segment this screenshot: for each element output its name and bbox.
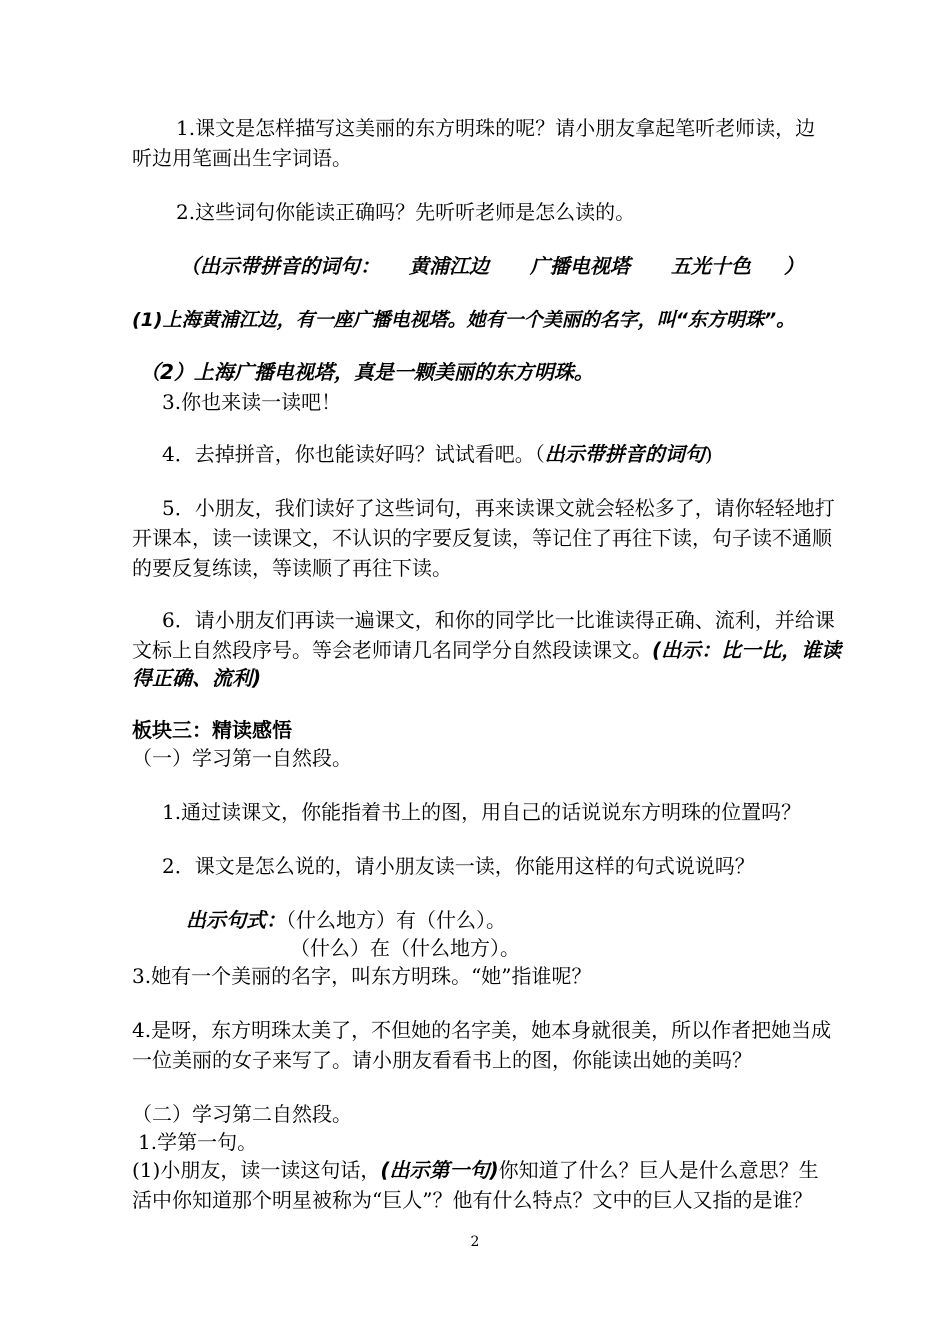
- sentence-pattern-1: [186, 906, 506, 934]
- subsection-2-question-emphasis: (出示第一句): [380, 1158, 499, 1182]
- subsection-2-title: （二）学习第二自然段。: [132, 1102, 352, 1126]
- paragraph-4: [162, 440, 713, 468]
- paragraph-6-line-3: 得正确、流利): [132, 666, 262, 690]
- paragraph-5-line-3: 的要反复练读，等读顺了再往下读。: [132, 556, 452, 580]
- subsection-2-item-1: 1.学第一句。: [138, 1130, 258, 1154]
- example-sentence-2: （2）上海广播电视塔，真是一颗美丽的东方明珠。: [140, 360, 594, 384]
- paragraph-4-close: ): [704, 442, 713, 466]
- paragraph-5-line-2: 开课本，读一读课文，不认识的字要反复读，等记住了再往下读，句子读不通顺: [132, 526, 832, 550]
- page-number: 2: [470, 1234, 480, 1250]
- question-4-line-1: 4.是呀，东方明珠太美了，不但她的名字美，她本身就很美，所以作者把她当成: [132, 1018, 832, 1042]
- paragraph-1-line-2: 听边用笔画出生字词语。: [132, 146, 352, 170]
- paragraph-4-text: 4．去掉拼音，你也能读好吗？试试看吧。（: [162, 442, 545, 466]
- paragraph-1-line-1: 1.课文是怎样描写这美丽的东方明珠的呢？请小朋友拿起笔听老师读，边: [176, 116, 816, 140]
- subsection-1-title: （一）学习第一自然段。: [132, 746, 352, 770]
- question-3: 3.她有一个美丽的名字，叫东方明珠。“她”指谁呢？: [132, 964, 592, 988]
- paragraph-6-line-1: 6．请小朋友们再读一遍课文，和你的同学比一比谁读得正确、流利，并给课: [162, 608, 835, 632]
- question-4-line-2: 一位美丽的女子来写了。请小朋友看看书上的图，你能读出她的美吗？: [132, 1048, 752, 1072]
- phrase-wuguangshise: 五光十色: [670, 254, 751, 278]
- question-1: 1.通过读课文，你能指着书上的图，用自己的话说说东方明珠的位置吗？: [162, 800, 802, 824]
- question-2: 2．课文是怎么说的，请小朋友读一读，你能用这样的句式说说吗？: [162, 854, 755, 878]
- subsection-2-question-line-2: 活中你知道那个明星被称为“巨人”？他有什么特点？文中的巨人又指的是谁？: [132, 1188, 813, 1212]
- paragraph-4-emphasis: 出示带拼音的词句: [544, 442, 705, 466]
- subsection-2-question-line-1: [132, 1156, 819, 1184]
- section-heading: 板块三：精读感悟: [132, 718, 292, 742]
- paragraph-6-text: 文标上自然段序号。等会老师请几名同学分自然段读课文。: [132, 638, 652, 662]
- sentence-pattern-label: 出示句式：: [186, 908, 286, 932]
- paragraph-3: 3.你也来读一读吧！: [162, 390, 342, 414]
- sentence-pattern-2: （什么）在（什么地方）。: [290, 936, 520, 960]
- sentence-pattern-1-text: （什么地方）有（什么）。: [286, 908, 506, 932]
- phrase-tv-tower: 广播电视塔: [529, 254, 630, 278]
- phrase-huangpujiang: 黄浦江边: [408, 254, 489, 278]
- paragraph-6-line-2: [132, 636, 841, 664]
- subsection-2-question-rest: 你知道了什么？巨人是什么意思？生: [498, 1158, 819, 1182]
- phrases-open: （出示带拼音的词句：: [180, 254, 380, 278]
- paragraph-6-emphasis: (出示：比一比，谁读: [652, 638, 842, 662]
- paragraph-5-line-1: 5．小朋友，我们读好了这些词句，再来读课文就会轻松多了，请你轻轻地打: [162, 496, 835, 520]
- pinyin-phrases-line: [180, 252, 804, 280]
- paragraph-2: 2.这些词句你能读正确吗？先听听老师是怎么读的。: [176, 200, 636, 224]
- example-sentence-1: (1)上海黄浦江边，有一座广播电视塔。她有一个美丽的名字，叫“东方明珠”。: [132, 309, 796, 331]
- phrases-close: ）: [783, 254, 804, 278]
- subsection-2-question-text: (1)小朋友，读一读这句话，: [132, 1158, 381, 1182]
